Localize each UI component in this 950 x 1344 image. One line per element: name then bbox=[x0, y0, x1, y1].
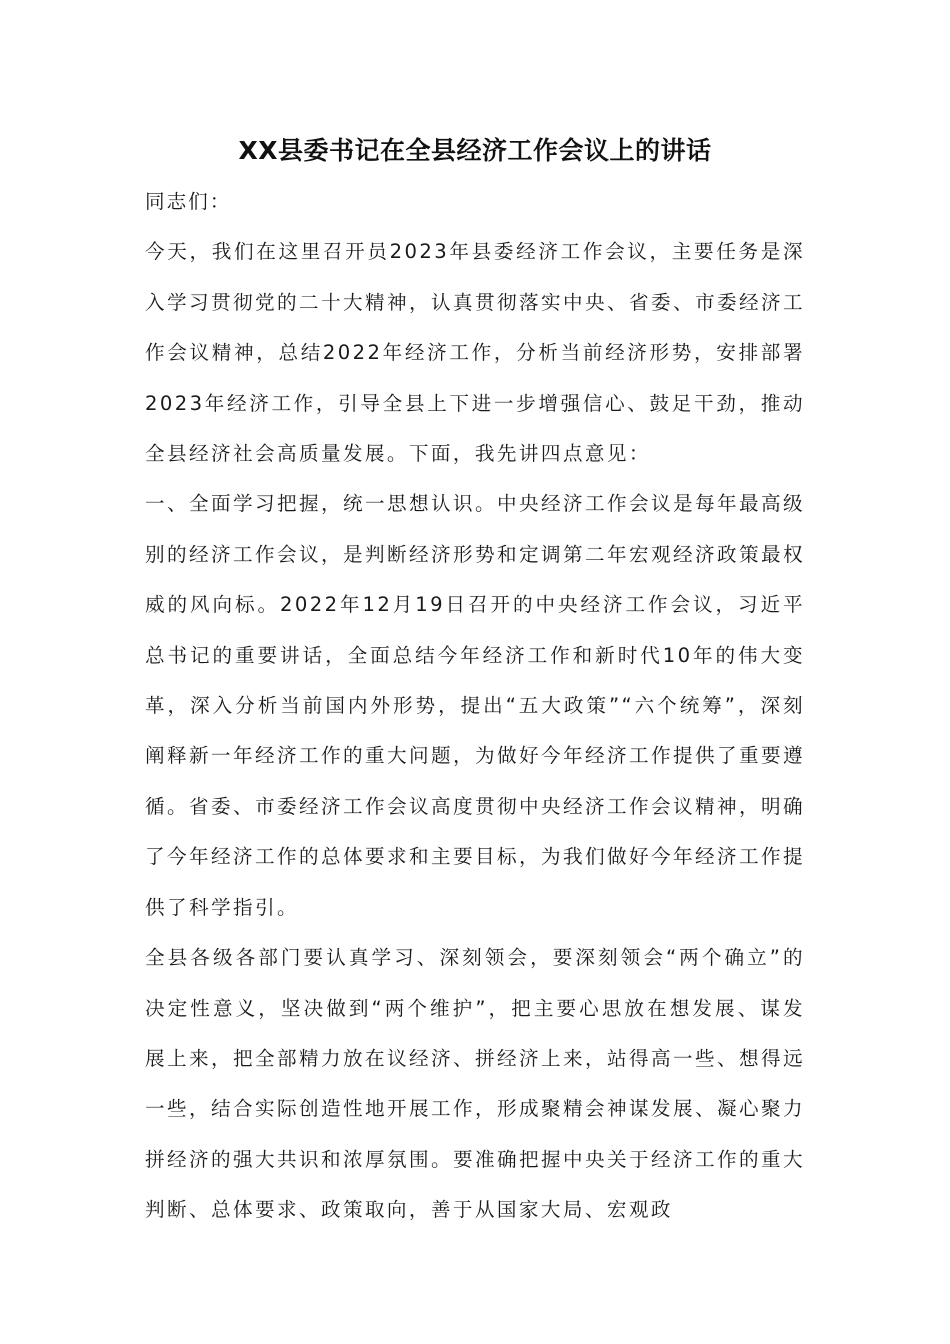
salutation: 同志们： bbox=[145, 190, 232, 213]
paragraph-intro: 今天，我们在这里召开员2023年县委经济工作会议，主要任务是深入学习贯彻党的二十大精神，认真贯彻落实中央、省委、市委经济工作会议精神，总结2022年经济工作，分析当前经济形势，安排部署2023年经济工作，引导全县上下进一步增强信心、鼓足干劲，推动全县经济社会高质量发展。下面，我先讲四点意见： bbox=[145, 240, 805, 466]
paragraph-section-one: 一、全面学习把握，统一思想认识。中央经济工作会议是每年最高级别的经济工作会议，是判断经济形势和定调第二年宏观经济政策最权威的风向标。2022年12月19日召开的中央经济工作会议，习近平总书记的重要讲话，全面总结今年经济工作和新时代10年的伟大变革，深入分析当前国内外形势，提出“五大政策”“六个统筹”，深刻阐释新一年经济工作的重大问题，为做好今年经济工作提供了重要遵循。省委、市委经济工作会议高度贯彻中央经济工作会议精神，明确了今年经济工作的总体要求和主要目标，为我们做好今年经济工作提供了科学指引。 bbox=[145, 492, 805, 919]
document-title: XX县委书记在全县经济工作会议上的讲话 bbox=[238, 136, 712, 165]
paragraph-section-one-continued: 全县各级各部门要认真学习、深刻领会，要深刻领会“两个确立”的决定性意义，坚决做到“两个维护”，把主要心思放在想发展、谋发展上来，把全部精力放在议经济、拼经济上来，站得高一些、想得远一些，结合实际创造性地开展工作，形成聚精会神谋发展、凝心聚力拼经济的强大共识和浓厚氛围。要准确把握中央关于经济工作的重大判断、总体要求、政策取向，善于从国家大局、宏观政 bbox=[145, 946, 805, 1222]
document-body bbox=[145, 177, 805, 1236]
